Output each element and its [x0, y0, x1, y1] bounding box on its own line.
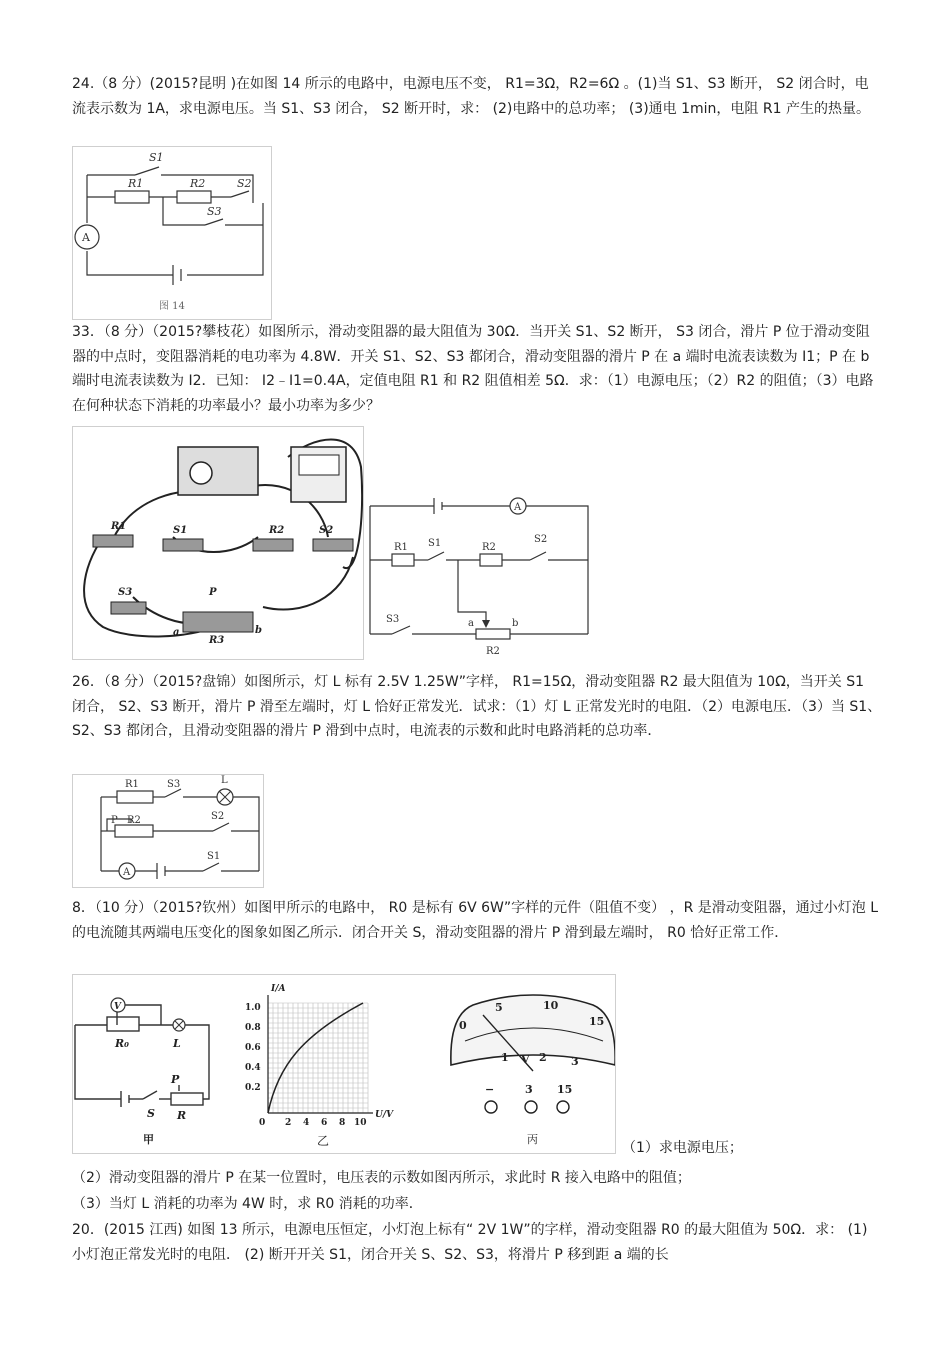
bing-unit: V	[521, 1053, 530, 1066]
q26-label-r2: R2	[127, 815, 141, 826]
yi-ytick-0.6: 0.6	[245, 1043, 261, 1053]
q8-sub2: （2）滑动变阻器的滑片 P 在某一位置时，电压表的示数如图丙所示，求此时 R 接入电路中的阻值；	[72, 1170, 691, 1186]
figure-14-circuit	[72, 146, 272, 320]
yi-xtick-6: 6	[321, 1118, 328, 1128]
photo-label-s3: S3	[118, 587, 133, 598]
q8-figures	[72, 974, 616, 1154]
question-20-text: 20．(2015 江西) 如图 13 所示，电源电压恒定，小灯泡上标有“ 2V 1W”的字样，滑动变阻器 R0 的最大阻值为 50Ω．求： (1) 小灯泡正常发光时的电阻． (2) 断开开关 S1，闭合开关 S、S2、S3，将滑片 P 移到距 a 端的长	[72, 1222, 868, 1263]
photo-label-p: P	[209, 587, 217, 598]
question-24-text: 24.（8 分）(2015?昆明 )在如图 14 所示的电路中，电源电压不变， R1=3Ω，R2=6Ω 。(1)当 S1、S3 断开， S2 闭合时，电流表示数为 1A，求电源电压。当 S1、S3 闭合， S2 断开时，求： (2)电路中的总功率； (3)通电 1min，电阻 R1 产生的热量。	[72, 76, 870, 117]
yi-xtick-2: 2	[285, 1118, 292, 1128]
yi-origin: 0	[259, 1118, 266, 1128]
bing-top-15: 15	[589, 1015, 605, 1028]
yi-ytick-0.8: 0.8	[245, 1023, 261, 1033]
fig-jia-voltmeter: V	[114, 1002, 121, 1012]
bing-terminal-minus: −	[485, 1083, 495, 1096]
label-s3: S3	[207, 205, 222, 218]
photo-label-s1: S1	[173, 525, 188, 536]
q26-label-s2: S2	[211, 811, 225, 822]
label-s2: S2	[237, 177, 252, 190]
photo-label-r1: R1	[111, 521, 127, 532]
q33-schematic	[362, 494, 594, 660]
schematic-r2: R2	[482, 542, 496, 553]
q8-sub1: （1）求电源电压；	[622, 1140, 743, 1156]
yi-ytick-0.4: 0.4	[245, 1063, 261, 1073]
ammeter-label: A	[82, 231, 90, 244]
bing-top-0: 0	[459, 1019, 467, 1032]
photo-label-b: b	[255, 625, 262, 636]
iu-graph	[245, 984, 394, 1148]
schematic-a: a	[468, 618, 474, 629]
fig-jia-s: S	[147, 1107, 155, 1120]
q26-label-p: P	[111, 815, 118, 826]
q26-circuit	[72, 774, 264, 888]
fig-jia-r0: R₀	[115, 1037, 129, 1050]
schematic-ammeter: A	[514, 502, 522, 513]
question-33-text: 33．（8 分）（2015?攀枝花）如图所示，滑动变阻器的最大阻值为 30Ω．当开关 S1、S2 断开， S3 闭合，滑片 P 位于滑动变阻器的中点时，变阻器消耗的电功率为 4.8W．开关 S1、S2、S3 都闭合，滑动变阻器的滑片 P 在 a 端时电流表读数为 I1；P 在 b 端时电流表读数为 I2．已知： I2﹣I1=0.4A，定值电阻 R1 和 R2 阻值相差 5Ω．求：（1）电源电压；（2）R2 的阻值；（3）电路在何种状态下消耗的功率最小？最小功率为多少？	[72, 324, 874, 414]
photo-label-r2: R2	[269, 525, 285, 536]
bing-terminal-15: 15	[557, 1083, 573, 1096]
bing-bottom-3: 3	[571, 1055, 579, 1068]
bing-bottom-2: 2	[539, 1051, 547, 1064]
schematic-s1: S1	[428, 538, 442, 549]
q33-physical-circuit-photo	[72, 426, 364, 660]
question-26-text: 26．（8 分）（2015?盘锦）如图所示，灯 L 标有 2.5V 1.25W”字样， R1=15Ω，滑动变阻器 R2 最大阻值为 10Ω，当开关 S1 闭合， S2、S3 断开，滑片 P 滑至左端时，灯 L 恰好正常发光．试求：（1）灯 L 正常发光时的电阻．（2）电源电压．（3）当 S1、S2、S3 都闭合，且滑动变阻器的滑片 P 滑到中点时，电流表的示数和此时电路消耗的总功率．	[72, 674, 882, 739]
q26-label-s1: S1	[207, 851, 221, 862]
fig-jia-caption: 甲	[143, 1133, 154, 1146]
schematic-s3: S3	[386, 614, 400, 625]
yi-xtick-8: 8	[339, 1118, 346, 1128]
photo-label-a: a	[173, 627, 180, 638]
yi-xtick-10: 10	[354, 1118, 367, 1128]
photo-label-r3: R3	[209, 635, 225, 646]
q26-label-r1: R1	[125, 779, 139, 790]
yi-xlabel: U/V	[375, 1110, 394, 1120]
bing-top-5: 5	[495, 1001, 503, 1014]
yi-xtick-4: 4	[303, 1118, 310, 1128]
schematic-rheostat: R2	[486, 646, 500, 657]
q26-label-s3: S3	[167, 779, 181, 790]
label-r1: R1	[128, 177, 144, 190]
yi-caption: 乙	[317, 1134, 330, 1148]
fig-jia-r: R	[177, 1109, 187, 1122]
q26-label-l: L	[221, 775, 228, 786]
schematic-s2: S2	[534, 534, 548, 545]
bing-terminal-3: 3	[525, 1083, 533, 1096]
fig-jia-l: L	[173, 1037, 181, 1050]
fig-jia-p: P	[171, 1073, 180, 1086]
question-8-text: 8．（10 分）（2015?钦州）如图甲所示的电路中， R0 是标有 6V 6W”字样的元件（阻值不变） ，R 是滑动变阻器，通过小灯泡 L 的电流随其两端电压变化的图象如图乙所示．闭合开关 S，滑动变阻器的滑片 P 滑到最左端时， R0 恰好正常工作．	[72, 900, 879, 941]
q8-sub3: （3）当灯 L 消耗的功率为 4W 时，求 R0 消耗的功率．	[72, 1196, 423, 1212]
bing-top-10: 10	[543, 999, 559, 1012]
yi-ytick-0.2: 0.2	[245, 1083, 261, 1093]
bing-bottom-1: 1	[501, 1051, 509, 1064]
label-r2: R2	[190, 177, 206, 190]
schematic-b: b	[512, 618, 519, 629]
yi-ylabel: I/A	[271, 984, 286, 994]
label-s1: S1	[149, 151, 164, 164]
photo-label-s2: S2	[319, 525, 334, 536]
yi-ytick-1.0: 1.0	[245, 1003, 261, 1013]
schematic-r1: R1	[394, 542, 408, 553]
bing-caption: 丙	[527, 1133, 538, 1146]
q26-ammeter: A	[123, 867, 131, 878]
figure-caption: 图 14	[159, 301, 185, 312]
